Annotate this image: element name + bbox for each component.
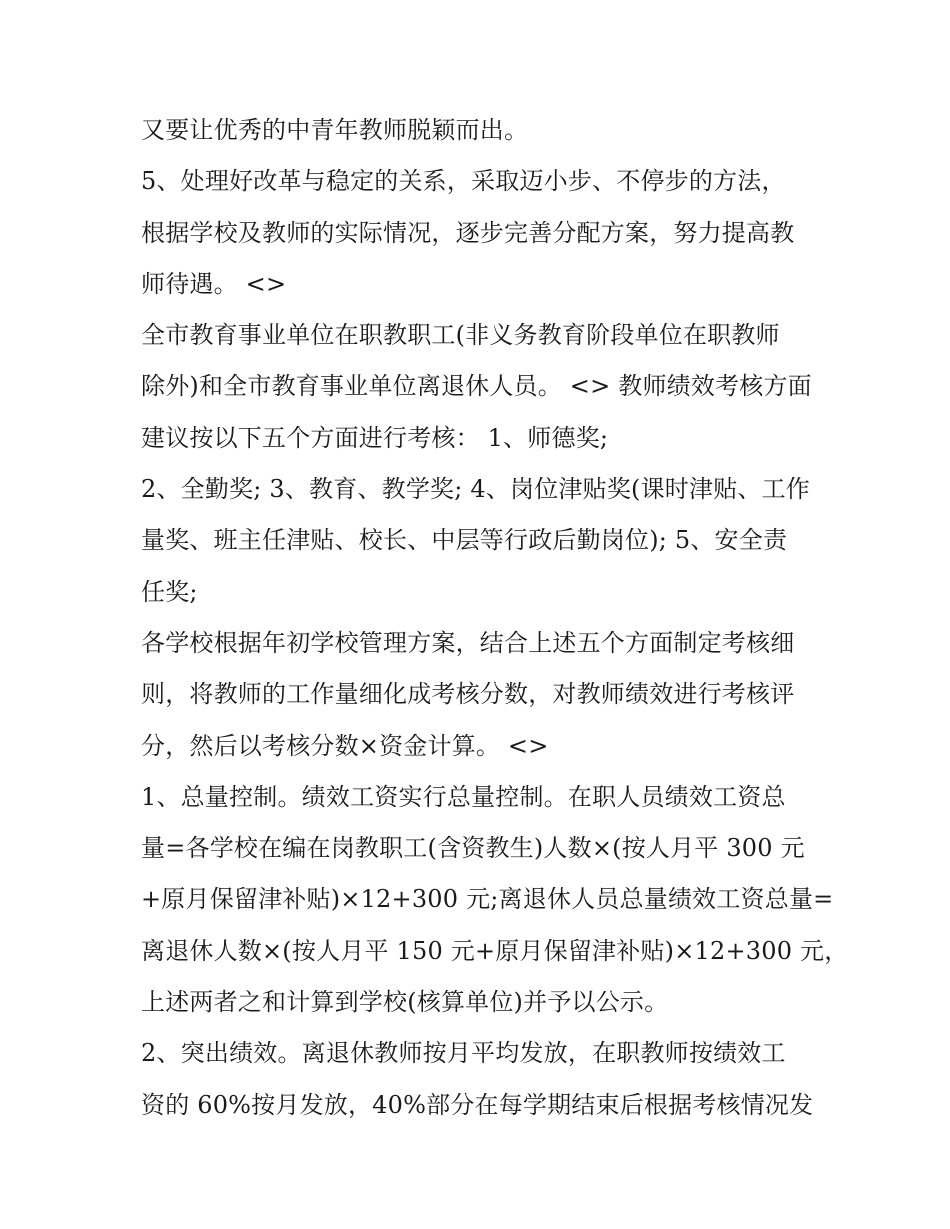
text-line: 5、处理好改革与稳定的关系，采取迈小步、不停步的方法，: [141, 167, 786, 196]
text-line: 师待遇。 <>: [141, 269, 287, 298]
text-line: 除外)和全市教育事业单位离退休人员。 <> 教师绩效考核方面: [141, 372, 812, 401]
text-line: 1、总量控制。绩效工资实行总量控制。在职人员绩效工资总: [141, 782, 786, 811]
text-line: 离退休人数×(按人月平 150 元+原月保留津补贴)×12+300 元，: [141, 936, 849, 965]
text-line: 建议按以下五个方面进行考核： 1、师德奖;: [141, 423, 609, 452]
text-line: 2、全勤奖; 3、教育、教学奖; 4、岗位津贴奖(课时津贴、工作: [141, 475, 810, 504]
text-line: 资的 60%按月发放，40%部分在每学期结束后根据考核情况发: [141, 1090, 814, 1119]
text-line: 任奖;: [141, 577, 198, 606]
text-line: 2、突出绩效。离退休教师按月平均发放，在职教师按绩效工: [141, 1039, 786, 1068]
text-line: 则，将教师的工作量细化成考核分数，对教师绩效进行考核评: [141, 680, 795, 709]
text-line: 量奖、班主任津贴、校长、中层等行政后勤岗位); 5、安全责: [141, 526, 788, 555]
text-line: 根据学校及教师的实际情况，逐步完善分配方案，努力提高教: [141, 218, 795, 247]
text-line: 分，然后以考核分数×资金计算。 <>: [141, 731, 549, 760]
text-line: +原月保留津补贴)×12+300 元;离退休人员总量绩效工资总量=: [141, 885, 834, 914]
document-body: [141, 105, 849, 1131]
text-line: 又要让优秀的中青年教师脱颖而出。: [141, 116, 529, 144]
text-line: 各学校根据年初学校管理方案，结合上述五个方面制定考核细: [141, 628, 795, 657]
text-line: 全市教育事业单位在职教职工(非义务教育阶段单位在职教师: [141, 321, 780, 350]
text-line: 上述两者之和计算到学校(核算单位)并予以公示。: [141, 988, 669, 1017]
text-line: 量=各学校在编在岗教职工(含资教生)人数×(按人月平 300 元: [141, 834, 805, 863]
